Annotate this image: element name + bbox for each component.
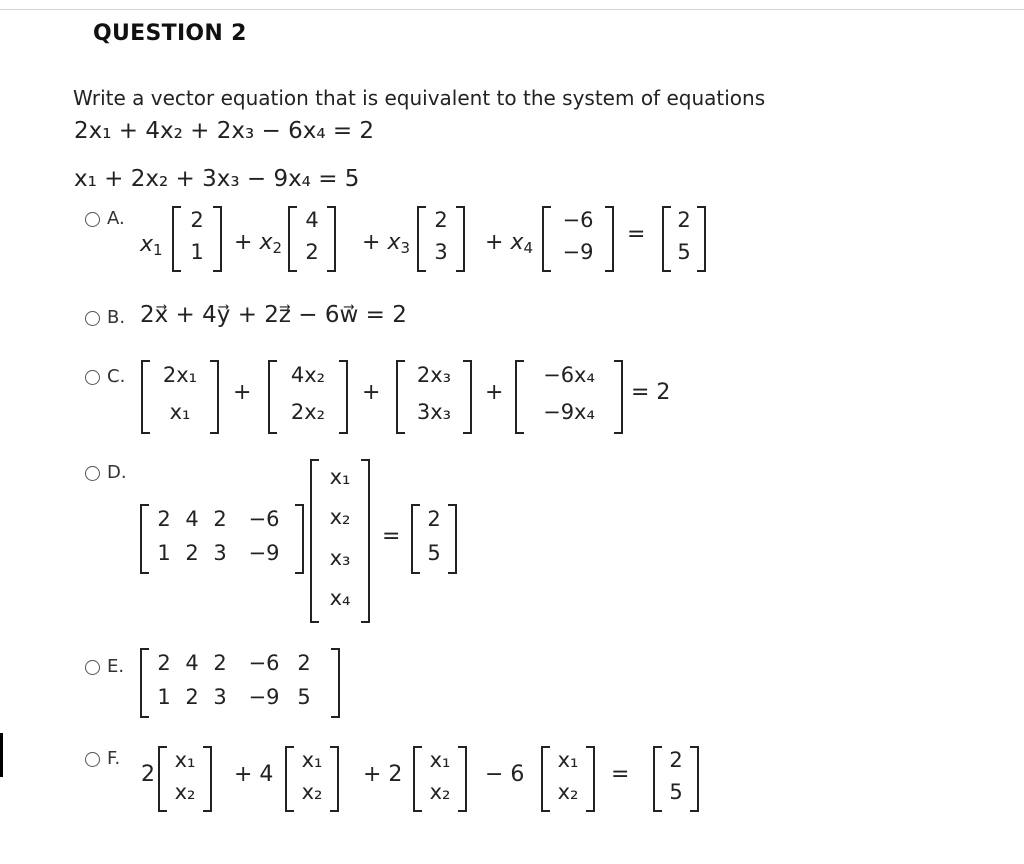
equals-sign: = — [627, 222, 646, 247]
vector-entry: x₂ — [429, 780, 451, 804]
option-a-rhs — [662, 206, 706, 272]
vector-entry: 2x₂ — [290, 400, 326, 424]
vector-entry: x₃ — [329, 546, 351, 570]
vector-entry: x₁ — [329, 465, 351, 489]
vector-entry: x₂ — [301, 780, 323, 804]
option-c-vector-3 — [396, 360, 472, 434]
option-b[interactable] — [85, 307, 125, 328]
option-f-label: F. — [107, 748, 121, 769]
matrix-entry: 1 — [157, 541, 171, 565]
option-f-vector-2 — [285, 746, 339, 812]
matrix-entry: 2 — [157, 651, 171, 675]
system-equation-2: x₁ + 2x₂ + 3x₃ − 9x₄ = 5 — [74, 166, 360, 192]
vector-entry: 4 — [305, 208, 319, 232]
option-d-label: D. — [107, 462, 127, 483]
vector-entry: 2 — [190, 208, 204, 232]
matrix-entry: 1 — [157, 685, 171, 709]
plus-sign: + — [233, 380, 252, 405]
radio-option-d[interactable] — [85, 466, 100, 481]
vector-entry: 2 — [427, 507, 441, 531]
option-f-vector-3 — [413, 746, 467, 812]
vector-entry: 3 — [434, 240, 448, 264]
vector-entry: x₂ — [329, 505, 351, 529]
matrix-entry: −6 — [248, 651, 280, 675]
option-e-augmented-matrix — [140, 648, 340, 718]
option-a-plus-x3: + $x_3$ — [362, 230, 411, 257]
vector-entry: x₁ — [429, 748, 451, 772]
equals-sign: = — [382, 524, 401, 549]
radio-option-b[interactable] — [85, 311, 100, 326]
option-a[interactable] — [85, 208, 125, 229]
matrix-entry: 5 — [297, 685, 311, 709]
vector-entry: 2 — [305, 240, 319, 264]
option-b-label: B. — [107, 307, 126, 328]
top-divider — [0, 9, 1024, 10]
matrix-entry: 2 — [157, 507, 171, 531]
option-f-vector-1 — [158, 746, 212, 812]
matrix-entry: 3 — [213, 685, 227, 709]
matrix-entry: 4 — [185, 651, 199, 675]
matrix-entry: 2 — [297, 651, 311, 675]
vector-entry: −9x₄ — [543, 400, 595, 424]
plus-sign: + — [362, 380, 381, 405]
option-d-coefficient-matrix — [140, 504, 304, 574]
matrix-entry: 2 — [213, 651, 227, 675]
option-d-rhs — [411, 504, 457, 574]
vector-entry: 2 — [434, 208, 448, 232]
option-c-rhs: = 2 — [631, 380, 671, 405]
matrix-entry: −9 — [248, 685, 280, 709]
vector-entry: x₁ — [169, 400, 191, 424]
option-a-plus-x4: + $x_4$ — [485, 230, 534, 257]
vector-entry: −6 — [562, 208, 594, 232]
option-a-vector-3 — [417, 206, 465, 272]
vector-entry: 2 — [669, 748, 683, 772]
option-a-vector-4 — [542, 206, 614, 272]
vector-entry: −6x₄ — [543, 363, 595, 387]
matrix-entry: 2 — [213, 507, 227, 531]
system-equation-1: 2x₁ + 4x₂ + 2x₃ − 6x₄ = 2 — [74, 118, 375, 144]
option-c-label: C. — [107, 366, 126, 387]
option-f-vector-4 — [541, 746, 595, 812]
left-edge-mark — [0, 733, 3, 777]
option-c[interactable] — [85, 366, 125, 387]
plus-sign: + — [485, 380, 504, 405]
vector-entry: 4x₂ — [290, 363, 326, 387]
option-f[interactable] — [85, 748, 120, 769]
radio-option-f[interactable] — [85, 752, 100, 767]
option-a-vector-2 — [288, 206, 336, 272]
vector-entry: x₁ — [557, 748, 579, 772]
option-f-coef-4: − 6 — [485, 762, 525, 787]
option-e[interactable] — [85, 656, 124, 677]
vector-entry: x₁ — [301, 748, 323, 772]
vector-entry: 1 — [190, 240, 204, 264]
option-f-coef-1: 2 — [141, 762, 155, 787]
matrix-entry: 2 — [185, 685, 199, 709]
vector-entry: x₂ — [174, 780, 196, 804]
option-f-rhs — [653, 746, 699, 812]
option-c-vector-1 — [141, 360, 219, 434]
option-a-label: A. — [107, 208, 125, 229]
vector-entry: 2 — [677, 208, 691, 232]
matrix-entry: 3 — [213, 541, 227, 565]
matrix-entry: −6 — [248, 507, 280, 531]
vector-entry: x₄ — [329, 586, 351, 610]
radio-option-c[interactable] — [85, 370, 100, 385]
matrix-entry: 4 — [185, 507, 199, 531]
vector-entry: 2x₁ — [162, 363, 198, 387]
vector-entry: 5 — [427, 541, 441, 565]
option-d[interactable] — [85, 462, 127, 483]
vector-entry: −9 — [562, 240, 594, 264]
matrix-entry: 2 — [185, 541, 199, 565]
vector-entry: x₁ — [174, 748, 196, 772]
option-a-vector-1 — [172, 206, 222, 272]
vector-entry: 5 — [669, 780, 683, 804]
vector-entry: 2x₃ — [416, 363, 452, 387]
option-e-label: E. — [107, 656, 125, 677]
option-a-plus-x2: + $x_2$ — [234, 230, 283, 257]
vector-entry: 3x₃ — [416, 400, 452, 424]
question-prompt: Write a vector equation that is equivalent to the system of equations — [73, 86, 766, 110]
vector-entry: x₂ — [557, 780, 579, 804]
radio-option-a[interactable] — [85, 212, 100, 227]
option-f-coef-2: + 4 — [234, 762, 274, 787]
vector-entry: 5 — [677, 240, 691, 264]
option-b-expression: 2x⃗ + 4y⃗ + 2z⃗ − 6w⃗ = 2 — [140, 302, 407, 328]
option-a-coef-x1: $x_1$ — [140, 232, 163, 259]
radio-option-e[interactable] — [85, 660, 100, 675]
question-title: QUESTION 2 — [93, 21, 247, 46]
option-d-variable-vector — [310, 459, 370, 623]
option-c-vector-2 — [268, 360, 348, 434]
equals-sign: = — [611, 762, 630, 787]
option-c-vector-4 — [515, 360, 623, 434]
matrix-entry: −9 — [248, 541, 280, 565]
option-f-coef-3: + 2 — [363, 762, 403, 787]
